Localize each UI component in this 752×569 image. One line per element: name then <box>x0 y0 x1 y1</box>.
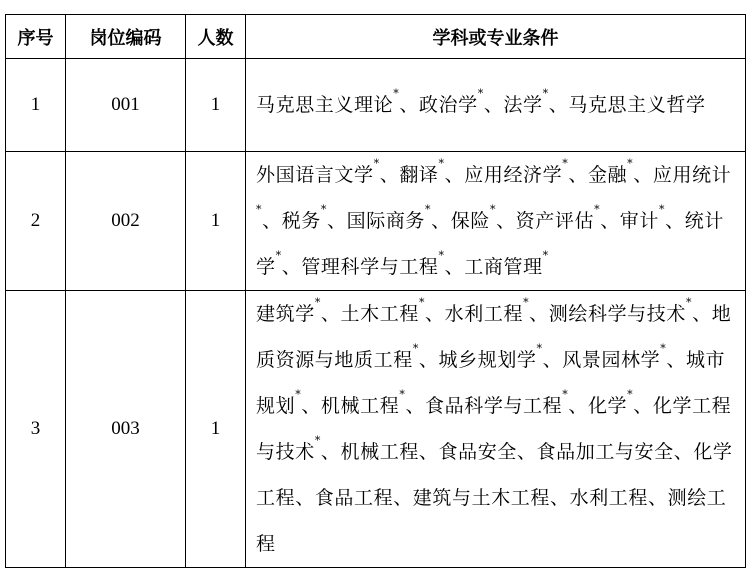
cell-code: 001 <box>66 59 186 152</box>
cell-count: 1 <box>186 152 246 291</box>
asterisk-mark: * <box>314 296 321 309</box>
table-row <box>6 59 746 152</box>
asterisk-mark: * <box>660 342 667 355</box>
asterisk-mark: * <box>418 296 426 309</box>
asterisk-mark: * <box>542 249 549 262</box>
header-count: 人数 <box>186 15 246 59</box>
asterisk-mark: * <box>627 388 634 401</box>
cell-code: 002 <box>66 152 186 291</box>
asterisk-mark: * <box>393 87 400 100</box>
asterisk-mark: * <box>438 157 445 170</box>
asterisk-mark: * <box>542 87 549 100</box>
cell-seq: 1 <box>6 59 66 152</box>
positions-table <box>5 14 746 568</box>
header-code: 岗位编码 <box>66 15 186 59</box>
header-seq: 序号 <box>6 15 66 59</box>
asterisk-mark: * <box>659 203 666 216</box>
cell-seq: 2 <box>6 152 66 291</box>
cell-condition: 外国语言文学*、翻译*、应用经济学*、金融*、应用统计*、税务*、国际商务*、保险*、资产评估*、审计*、统计学*、管理科学与工程*、工商管理* <box>246 152 746 291</box>
asterisk-mark: * <box>373 157 380 170</box>
asterisk-mark: * <box>489 203 497 216</box>
asterisk-mark: * <box>412 342 419 355</box>
asterisk-mark: * <box>562 388 569 401</box>
asterisk-mark: * <box>523 296 530 309</box>
asterisk-mark: * <box>685 296 693 309</box>
cell-condition: 马克思主义理论*、政治学*、法学*、马克思主义哲学 <box>246 59 746 152</box>
asterisk-mark: * <box>562 157 569 170</box>
cell-code: 003 <box>66 291 186 568</box>
cell-seq: 3 <box>6 291 66 568</box>
asterisk-mark: * <box>295 388 302 401</box>
asterisk-mark: * <box>477 87 484 100</box>
asterisk-mark: * <box>256 203 263 216</box>
asterisk-mark: * <box>314 434 321 447</box>
asterisk-mark: * <box>425 203 432 216</box>
asterisk-mark: * <box>536 342 543 355</box>
cell-condition: 建筑学*、土木工程*、水利工程*、测绘科学与技术*、地质资源与地质工程*、城乡规划学*、风景园林学*、城市规划*、机械工程*、食品科学与工程*、化学*、化学工程与技术*、机械工程、食品安全、食品加工与安全、化学工程、食品工程、建筑与土木工程、水利工程、测绘工程 <box>246 291 746 568</box>
header-row <box>6 15 746 59</box>
table-row <box>6 291 746 568</box>
asterisk-mark: * <box>438 249 445 262</box>
asterisk-mark: * <box>275 249 282 262</box>
cell-count: 1 <box>186 59 246 152</box>
asterisk-mark: * <box>320 203 328 216</box>
asterisk-mark: * <box>594 203 601 216</box>
asterisk-mark: * <box>627 157 634 170</box>
cell-count: 1 <box>186 291 246 568</box>
table-row <box>6 152 746 291</box>
header-condition: 学科或专业条件 <box>246 15 746 59</box>
asterisk-mark: * <box>399 388 406 401</box>
